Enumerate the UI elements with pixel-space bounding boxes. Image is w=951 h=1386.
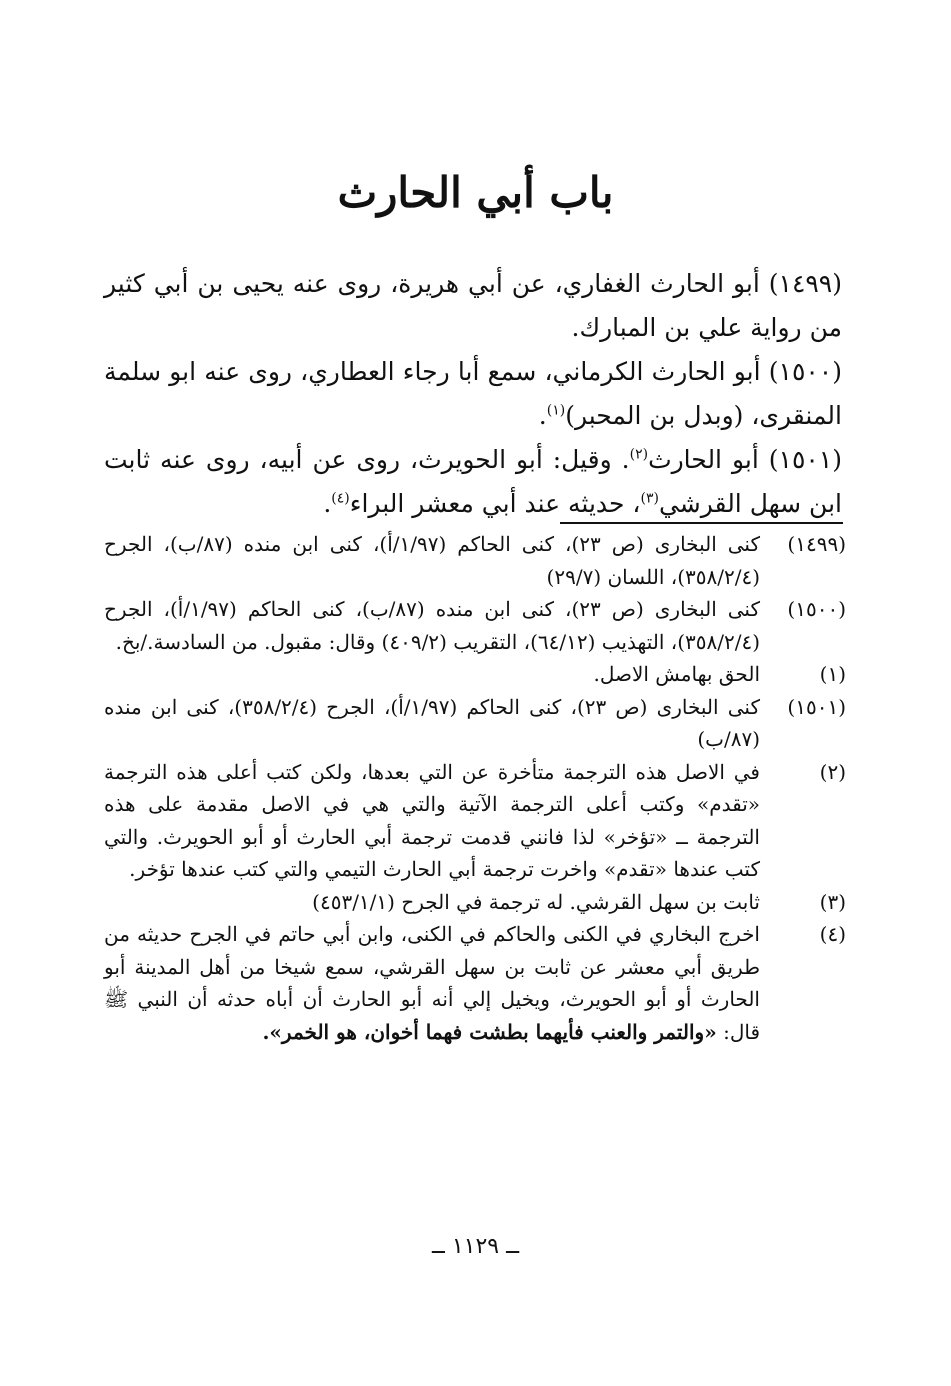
footnote-number: (١): [819, 662, 846, 686]
footnotes: [104, 528, 846, 1048]
footnote: [104, 918, 846, 1048]
footnote-text: الحق بهامش الاصل.: [593, 662, 760, 686]
page-number: ــ ١١٢٩ ــ: [431, 1234, 520, 1259]
footnote: [104, 691, 846, 756]
footnote-number: (١٥٠١): [787, 694, 846, 719]
footnote-divider: [560, 522, 843, 524]
footnote: [104, 658, 846, 691]
footnote-hadith-quote: «والتمر والعنب فأيهما بطشت فهما أخوان، هو الخمر».: [262, 1019, 717, 1044]
footnote: [104, 593, 846, 658]
entry-text: .: [538, 401, 547, 430]
footnote-text: كنى البخارى (ص ٢٣)، كنى الحاكم (١/٩٧/أ)، كنى ابن منده (٨٧/ب)، الجرح (٣٥٨/٢/٤)، اللسان (٢٩/٧): [104, 532, 760, 589]
entry-text: . وقيل: أبو الحويرث، روى عن أبيه، روى عنه ثابت ابن سهل القرشي: [104, 445, 842, 518]
footnote-text-plain: اخرج البخاري في الكنى والحاكم في الكنى، وابن أبي حاتم في الجرح حديثه من طريق أبي معشر عن ثابت بن سهل القرشي، سمع شيخا من أهل المدينة أبو الحارث أو أبو الحويرث، ويخيل إلي أنه أبو الحارث أن أباه حدثه أن النبي ﷺ قال:: [104, 922, 760, 1044]
footnote-ref: (٤): [331, 490, 350, 507]
footnote: [104, 886, 846, 919]
footnote-number: (٢): [819, 759, 846, 784]
footnote-text: ثابت بن سهل القرشي. له ترجمة في الجرح (٤٥٣/١/١): [312, 889, 760, 914]
entry-1500: [104, 350, 842, 438]
footnote-number: (١٤٩٩): [787, 532, 846, 556]
entry-1499: [104, 262, 842, 350]
footnote-ref: (٢): [629, 446, 649, 463]
entry-text: (١٥٠٠) أبو الحارث الكرماني، سمع أبا رجاء العطاري، روى عنه ابو سلمة المنقرى، (وبدل بن المحبر): [104, 357, 842, 430]
footnote-text: في الاصل هذه الترجمة متأخرة عن التي بعدها، ولكن كتب أعلى هذه الترجمة «تقدم» وكتب أعلى الترجمة الآتية والتي هي في الاصل مقدمة على هذه الترجمة ــ «تؤخر» لذا فانني قدمت ترجمة أبي الحارث أو أبو الحويرث. والتي كتب عندها «تقدم» واخرت ترجمة أبي الحارث التيمي والتي كتب عندها تؤخر.: [104, 759, 760, 881]
footnote-text: [104, 918, 760, 1048]
footnote-text: كنى البخارى (ص ٢٣)، كنى ابن منده (٨٧/ب)، كنى الحاكم (١/٩٧/أ)، الجرح (٣٥٨/٢/٤)، التهذيب (٦٤/١٢)، التقريب (٤٠٩/٢) وقال: مقبول. من السادسة./بخ.: [104, 597, 760, 654]
entry-text: .: [323, 489, 332, 518]
footnote-number: (٤): [819, 922, 846, 946]
entry-1501: [104, 438, 842, 526]
entry-text: (١٥٠١) أبو الحارث: [648, 445, 842, 474]
footnote: [104, 528, 846, 593]
footnote-ref: (٣): [640, 490, 659, 507]
footnote-number: (٣): [819, 889, 846, 914]
footnote: [104, 756, 846, 886]
entry-text: (١٤٩٩) أبو الحارث الغفاري، عن أبي هريرة، روى عنه يحيى بن أبي كثير من رواية علي بن المبارك.: [104, 269, 842, 342]
main-text: [104, 262, 842, 526]
entry-text: ، حديثه عند أبي معشر البراء: [349, 489, 641, 518]
chapter-title: باب أبي الحارث: [337, 168, 614, 217]
footnote-ref: (١): [546, 402, 566, 419]
footnote-text: كنى البخارى (ص ٢٣)، كنى الحاكم (١/٩٧/أ)، الجرح (٣٥٨/٢/٤)، كنى ابن منده (٨٧/ب): [104, 694, 760, 751]
footnote-number: (١٥٠٠): [787, 597, 846, 621]
